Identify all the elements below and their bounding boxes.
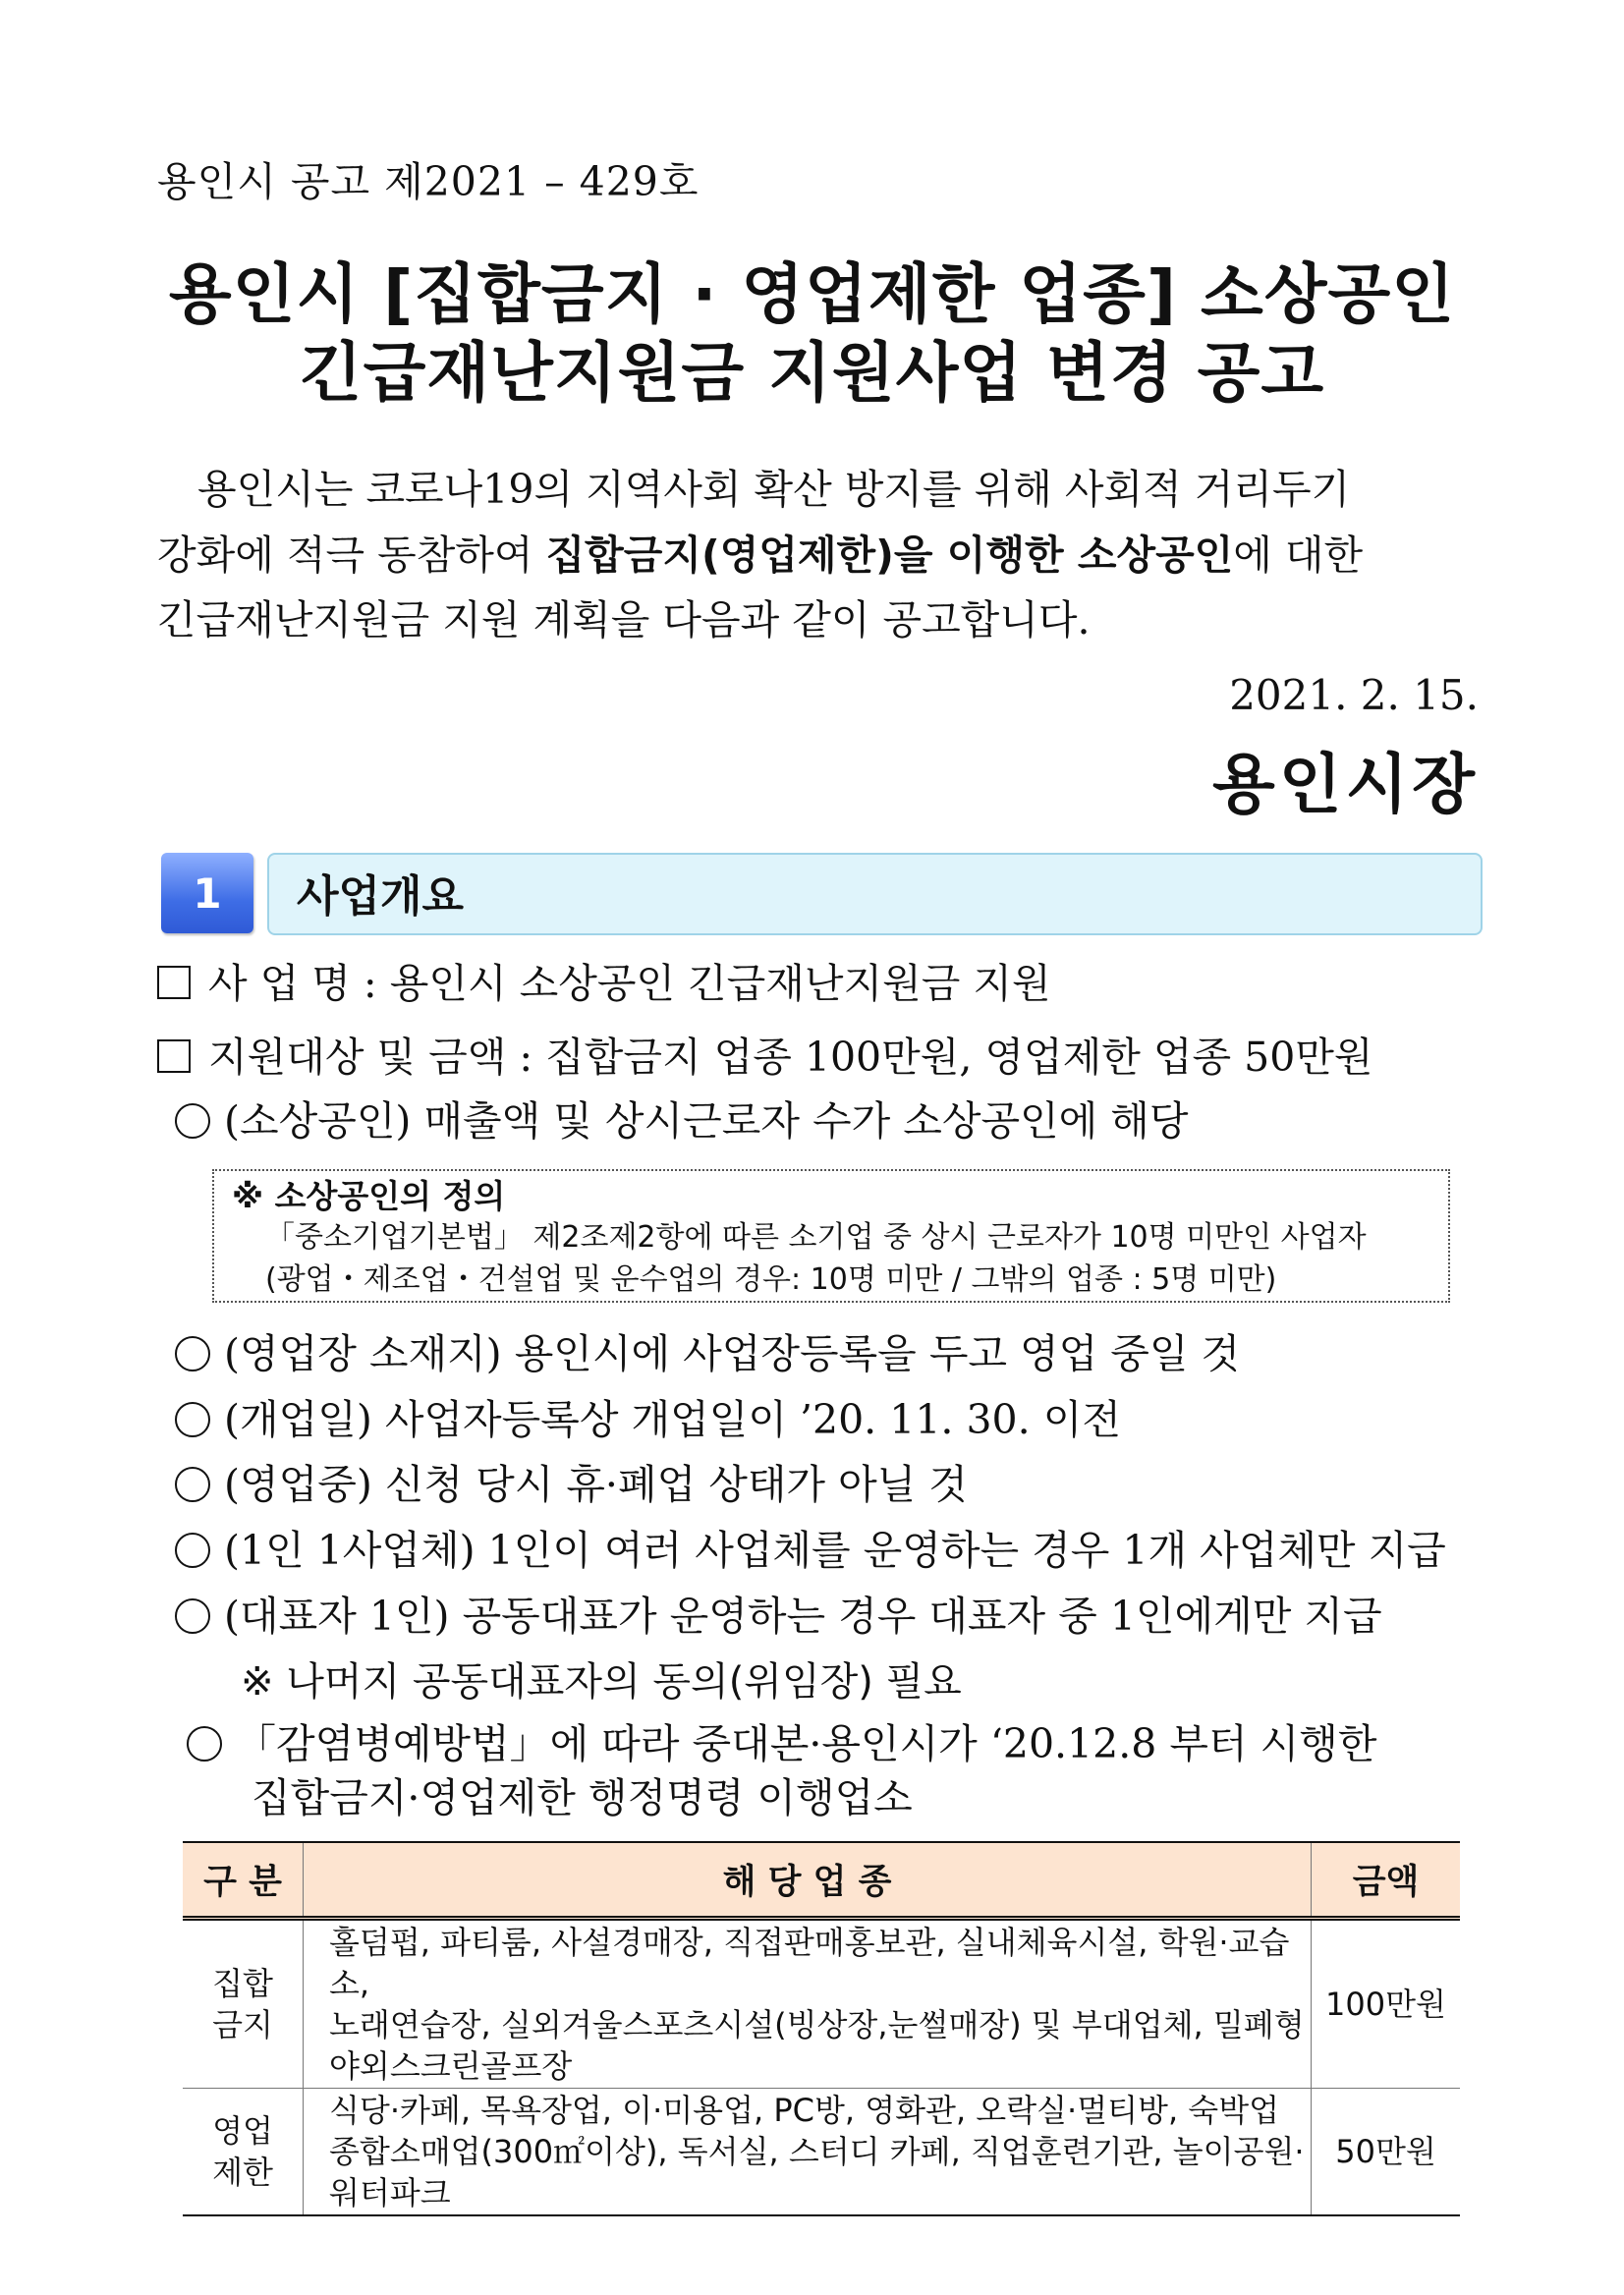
item-location [175, 1321, 1240, 1379]
section-title: 사업개요 [297, 871, 465, 922]
item-order-line-1-text: 「감염병예방법」에 따라 중대본·용인시가 ‘20.12.8 부터 시행한 [236, 1720, 1377, 1767]
business-line-2: 종합소매업(300㎡이상), 독서실, 스터디 카페, 직업훈련기관, 놀이공원·워터파크 [329, 2133, 1305, 2211]
business-line-1: 식당·카페, 목욕장업, 이·미용업, PC방, 영화관, 오락실·멀티방, 숙박업 [329, 2092, 1280, 2129]
category-line-2: 금지 [212, 2006, 273, 2043]
item-order-line-1 [187, 1711, 1376, 1769]
checkbox-square-icon [157, 1039, 191, 1073]
title-line-2: 긴급재난지원금 지원사업 변경 공고 [299, 335, 1325, 411]
circle-bullet-icon [175, 1533, 210, 1568]
header-category: 구 분 [183, 1842, 304, 1919]
business-line-2: 노래연습장, 실외겨울스포츠시설(빙상장,눈썰매장) 및 부대업체, 밀폐형야외스크린골프장 [329, 2006, 1305, 2085]
item-one-rep-text: (대표자 1인) 공동대표가 운영하는 경우 대표자 중 1인에게만 지급 [224, 1593, 1382, 1640]
row-category [183, 2089, 304, 2216]
definition-line-2: (광업・제조업・건설업 및 운수업의 경우: 10명 미만 / 그밖의 업종 : 5명 미만) [265, 1262, 1277, 1297]
item-open-date [175, 1387, 1121, 1445]
intro-text-1: 용인시는 코로나19의 지역사회 확산 방지를 위해 사회적 거리두기 [197, 466, 1351, 513]
item-one-business [175, 1518, 1446, 1576]
intro-text-2-post: 에 대한 [1233, 532, 1364, 579]
item-target-amount-text: 지원대상 및 금액 : 집합금지 업종 100만원, 영업제한 업종 50만원 [208, 1034, 1373, 1081]
circle-bullet-icon [175, 1598, 210, 1634]
intro-text-2-bold: 집합금지(영업제한)을 이행한 소상공인 [545, 532, 1234, 579]
intro-text-2-pre: 강화에 적극 동참하여 [157, 532, 546, 579]
business-line-1: 홀덤펍, 파티룸, 사설경매장, 직접판매홍보관, 실내체육시설, 학원·교습소, [329, 1924, 1290, 2002]
table-header-row [183, 1842, 1460, 1919]
category-line-1: 집합 [212, 1965, 273, 2002]
header-business: 해 당 업 종 [304, 1842, 1312, 1919]
mayor-signature: 용인시장 [1211, 746, 1479, 822]
item-operating-text: (영업중) 신청 당시 휴·폐업 상태가 아닐 것 [224, 1461, 968, 1508]
header-amount: 금액 [1312, 1842, 1461, 1919]
item-order-line-2: 집합금지·영업제한 행정명령 이행업소 [252, 1774, 913, 1821]
table-row [183, 1919, 1460, 2089]
circle-bullet-icon [175, 1336, 210, 1371]
checkbox-square-icon [157, 966, 191, 999]
item-small-business [175, 1089, 1189, 1147]
definition-line-1: 「중소기업기본법」 제2조제2항에 따른 소기업 중 상시 근로자가 10명 미만인 사업자 [265, 1220, 1367, 1255]
intro-line-2 [157, 523, 1479, 581]
title-line-1: 용인시 [집합금지 · 영업제한 업종] 소상공인 [168, 256, 1456, 332]
item-open-date-text: (개업일) 사업자등록상 개업일이 ’20. 11. 30. 이전 [224, 1396, 1121, 1443]
notice-number: 용인시 공고 제2021 – 429호 [157, 158, 700, 205]
category-line-2: 제한 [212, 2154, 273, 2191]
circle-bullet-icon [187, 1726, 222, 1762]
circle-bullet-icon [175, 1467, 210, 1502]
intro-line-3: 긴급재난지원금 지원 계획을 다음과 같이 공고합니다. [157, 596, 1091, 644]
item-project-name [157, 951, 1051, 1009]
section-number-badge: 1 [161, 853, 253, 933]
item-project-name-text: 사 업 명 : 용인시 소상공인 긴급재난지원금 지원 [208, 960, 1051, 1007]
circle-bullet-icon [175, 1402, 210, 1437]
item-one-business-text: (1인 1사업체) 1인이 여러 사업체를 운영하는 경우 1개 사업체만 지급 [224, 1527, 1446, 1574]
support-table [183, 1841, 1460, 2216]
item-one-rep [175, 1584, 1382, 1642]
row-amount: 100만원 [1312, 1919, 1461, 2089]
item-operating [175, 1452, 968, 1510]
item-location-text: (영업장 소재지) 용인시에 사업장등록을 두고 영업 중일 것 [224, 1330, 1241, 1377]
item-small-business-text: (소상공인) 매출액 및 상시근로자 수가 소상공인에 해당 [224, 1097, 1189, 1145]
item-rep-note: ※ 나머지 공동대표자의 동의(위임장) 필요 [241, 1659, 962, 1705]
row-business-types [304, 2089, 1312, 2216]
intro-line-1 [157, 457, 1479, 515]
notice-date: 2021. 2. 15. [1229, 671, 1479, 719]
definition-title: ※ 소상공인의 정의 [232, 1177, 506, 1215]
row-amount: 50만원 [1312, 2089, 1461, 2216]
row-category [183, 1919, 304, 2089]
circle-bullet-icon [175, 1103, 210, 1139]
row-business-types [304, 1919, 1312, 2089]
table-row [183, 2089, 1460, 2216]
item-target-amount [157, 1025, 1373, 1083]
category-line-1: 영업 [212, 2112, 273, 2150]
